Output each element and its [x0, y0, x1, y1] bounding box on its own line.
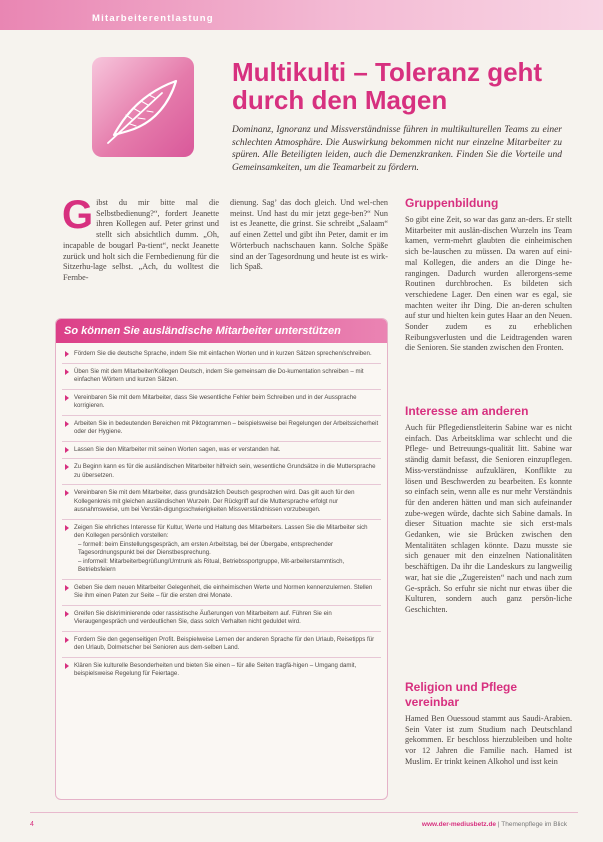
section-heading: Religion und Pflege vereinbar — [405, 680, 518, 709]
drop-cap: G — [62, 193, 94, 237]
footer-divider — [30, 812, 578, 813]
bullet-triangle-icon — [65, 490, 69, 496]
page-footer — [0, 812, 603, 842]
footer-url-link[interactable]: www.der-mediusbetz.de — [421, 821, 497, 828]
tips-list — [56, 343, 387, 683]
tip-subitem: – formell: beim Einstellungsgespräch, am ersten Arbeitstag, bei der Übergabe, entsprechender Tagesordnungspunkt bei der Dienstbesprechung. — [78, 540, 334, 556]
intro-column-2: dienung. Sag’ das doch gleich. Und wel-chen meinst. Und hast du mir jetzt gege-ben?“ Nun ist es Jeanette, die grinst. Sie schreibt „Salaam“ auf einen Zettel und gibt ihn Peter, damit er im Wörterbuch nachschauen kann. Solche Späße sind an der Tagesordnung und heute ist es wirk-lich Spaß. — [230, 198, 388, 272]
section-heading: Gruppenbildung — [405, 196, 499, 210]
feather-logo — [92, 57, 194, 157]
bullet-triangle-icon — [65, 395, 69, 401]
footer-url-text: | Themenpflege im Blick — [496, 821, 567, 828]
section-religion — [405, 680, 572, 768]
tip-item: Lassen Sie den Mitarbeiter mit seinen Worten sagen, was er verstanden hat. — [62, 442, 381, 460]
bullet-triangle-icon — [65, 464, 69, 470]
bullet-triangle-icon — [65, 663, 69, 669]
article-title: Multikulti – Toleranz geht durch den Magen — [232, 57, 543, 115]
article-lead: Dominanz, Ignoranz und Missverständnisse führen in multikulturellen Teams zu einer schlechten Atmosphäre. Die Auswirkung bekommen nicht nur einzelne Mitarbeiter zu spüren. Alle Beteiligten leiden, auch die Demenzkranken. Finden Sie die Vorteile und Gemeinsamkeiten, um die Teamarbeit zu fördern. — [232, 125, 562, 173]
tip-item: Zeigen Sie ehrliches Interesse für Kultur, Werte und Haltung des Mitarbeiters. Lassen Sie die Mitarbeiter sich den Kollegen persönlich vorstellen: – formell: beim Einstellungsgespräch, am ersten Arbeitstag, bei der Übergabe, entsprechender Tagesordnungspunkt bei der Dienstbesprechung. – informell: Mitarbeiterbegrüßung/Umtrunk als Ritual, Betriebssportgruppe, Mit-arbeiterstammtisch, Betriebsfeiern — [62, 520, 381, 580]
tip-subitem: – informell: Mitarbeiterbegrüßung/Umtrunk als Ritual, Betriebssportgruppe, Mit-arbeiterstammtisch, Betriebsfeiern — [78, 557, 345, 573]
tip-item: Vereinbaren Sie mit dem Mitarbeiter, dass grundsätzlich Deutsch gesprochen wird. Das gilt auch für den Kollegenkreis mit gleichen ausländischen Wurzeln. Der Rückgriff auf die Muttersprache erfolgt nur ausnahmsweise, um bei Verstän-digungsschwierigkeiten Missverständnissen vorzubeugen. — [62, 485, 381, 520]
feather-icon — [92, 57, 194, 157]
section-text: So gibt eine Zeit, so war das ganz an-ders. Er stellt Mitarbeiter mit auslän-dischen Wurzeln ins Team kamen, verm-mehrt glaubten die einheimischen sich be-lauschen zu müssen. Da waren auf eini-mal Kollegen, die anders an die Dinge he-rangingen. Dadurch wurden allerorgens-seme Routinen durchbrochen. Es bildeten sich verschiedene Lager. Den einen war es egal, sie machten weiter ihr Ding. Die an-deren schulten auf stur und hielten kein gutes Haar an den Neuen. Sonder zudem es zu erheblichen Reibungsverlusten und die Leidtragenden waren die Senioren. Sie standen zwischen den Fronten. — [405, 215, 572, 353]
bullet-triangle-icon — [65, 611, 69, 617]
intro-text-1: ibst du mir bitte mal die Selbstbedienung?“, fordert Jeanette ihren Kollegen auf. Peter grinst und stellt sich absichtlich dumm. „Oh, incapable de bougarl Pa-tient“, neckt Jeanette zurück und holt sich die Fernbedienung für die Sitzerhu-lage selbst. „Ach, du wolltest die Fernbe- — [63, 198, 219, 282]
tip-item: Üben Sie mit dem Mitarbeiter/Kollegen Deutsch, indem Sie gemeinsam die Do-kumentation schreiben – mit einfachen Wörtern und kurzen Sätzen. — [62, 364, 381, 390]
bullet-triangle-icon — [65, 421, 69, 427]
tip-item: Geben Sie dem neuen Mitarbeiter Gelegenheit, die einheimischen Werte und Normen kennenzulernen. Stellen Sie ihm einen Paten zur Seite – für die ersten drei Monate. — [62, 580, 381, 606]
tips-box-title: So können Sie ausländische Mitarbeiter unterstützen — [56, 319, 387, 343]
page-number: 4 — [30, 821, 34, 828]
bullet-triangle-icon — [65, 585, 69, 591]
bullet-triangle-icon — [65, 637, 69, 643]
section-heading: Interesse am anderen — [405, 404, 529, 418]
section-gruppenbildung — [405, 196, 572, 354]
bullet-triangle-icon — [65, 369, 69, 375]
tip-item: Fördern Sie die deutsche Sprache, indem Sie mit einfachen Worten und in kurzen Sätzen sprechen/schreiben. — [62, 346, 381, 364]
tip-item: Arbeiten Sie in bedeutenden Bereichen mit Piktogrammen – beispielsweise bei Regelungen der Arbeitssicherheit oder der Hygiene. — [62, 416, 381, 442]
bullet-triangle-icon — [65, 351, 69, 357]
footer-url — [422, 821, 567, 828]
section-kicker: Mitarbeiterentlastung — [92, 13, 214, 24]
intro-column-1 — [62, 193, 219, 284]
tips-box — [55, 318, 388, 800]
tip-item: Greifen Sie diskriminierende oder rassistische Äußerungen von Mitarbeitern auf. Führen Sie ein Vieraugengespräch und verdeutlichen Sie, dass solch Verhalten nicht geduldet wird. — [62, 606, 381, 632]
tip-item: Fordern Sie den gegenseitigen Profit. Beispielweise Lernen der anderen Sprache für den Urlaub, Reisetipps für den Urlaub, Dolmetscher bei Senioren aus dem-selben Land. — [62, 632, 381, 658]
section-text: Hamed Ben Ouessoud stammt aus Saudi-Arabien. Sein Vater ist zum Studium nach Deutschland gekommen. Er beschloss hierzubleiben und holte vor 12 Jahren die Familie nach. Hamed ist Muslim. Er trinkt keinen Alkohol und isst kein — [405, 714, 572, 766]
tip-item: Klären Sie kulturelle Besonderheiten und bieten Sie einen – für alle Seiten tragfä-higen – Umgang damit, beispielsweise Regelung für Feiertage. — [62, 658, 381, 683]
bullet-triangle-icon — [65, 447, 69, 453]
bullet-triangle-icon — [65, 525, 69, 531]
tip-item: Zu Beginn kann es für die ausländischen Mitarbeiter hilfreich sein, wesentliche Grundsätze in die Muttersprache zu übersetzen. — [62, 459, 381, 485]
header-band — [0, 0, 603, 30]
section-interesse — [405, 404, 572, 616]
tip-item: Vereinbaren Sie mit dem Mitarbeiter, dass Sie wesentliche Fehler beim Schreiben und in der Aussprache korrigieren. — [62, 390, 381, 416]
section-text: Auch für Pflegedienstleiterin Sabine war es nicht einfach. Das Arbeitsklima war schlecht und die Pflege- und Betreuungs-qualität litt. Sabine war ständig damit befasst, die Senioren einzupflegen. Miss-verständnisse aufzuklären, Konflikte zu lösen und Beschwerden zu bearbeiten. Es konnte so einfach sein, wenn alle es nur mehr Verständnis für den anderen hätten und man sich aufeinander zube-wegen würde, dachte sich Sabine damals. In dieser Situation machte sie sich erst-mals Gedanken, wie sie Brücken zwischen den Mentalitäten schlagen könnte. Dazu musste sie sich genauer mit den einzelnen Nationalitäten beschäftigen. Da ihr die Landeskurs zu langweilig war, hat sie die „Zugereisten“ nach und nach zum Ge-spräch. So erfuhr sie nicht nur etwas über die Kulturen, sondern auch ganz persön-liche Geschichten. — [405, 423, 572, 614]
